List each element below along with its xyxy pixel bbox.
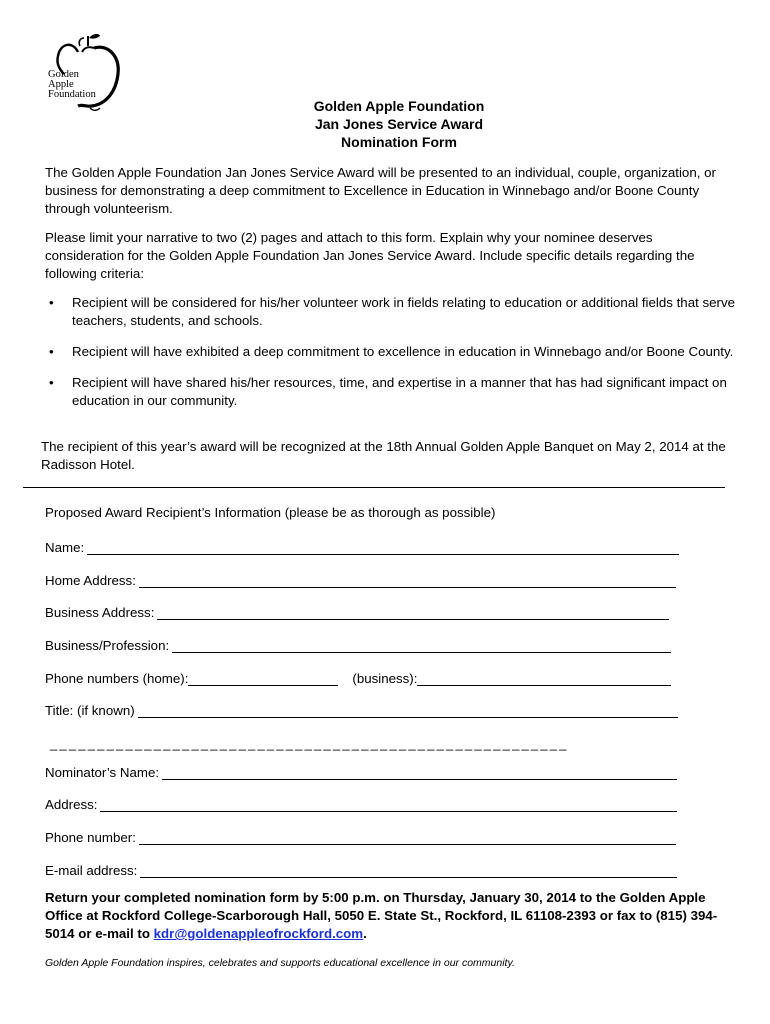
list-item — [45, 374, 735, 410]
phone-numbers-field[interactable] — [45, 668, 671, 686]
dashed-separator: _______________________________________________________ — [50, 736, 569, 751]
criteria-list — [45, 294, 735, 423]
return-text: Return your completed nomination form by 5:00 p.m. on Thursday, January 30, 2014 to the Golden Apple Office at Rockford College-Scarborough Hall, 5050 E. State St., Rockford, IL 61108-2393 or fax to (815) 394-5014 or e-mail to — [45, 890, 718, 941]
business-address-input-line[interactable] — [157, 605, 669, 620]
recognition-paragraph: The recipient of this year’s award will be recognized at the 18th Annual Golden Apple Banquet on May 2, 2014 at the Radisson Hotel. — [41, 439, 726, 472]
footer-tagline: Golden Apple Foundation inspires, celebrates and supports educational excellence in our community. — [45, 957, 515, 969]
phone-business-input-line[interactable] — [417, 671, 671, 686]
nominator-name-label: Nominator’s Name: — [45, 765, 160, 780]
email-link[interactable]: kdr@goldenappleofrockford.com — [153, 926, 364, 941]
section-divider — [23, 487, 725, 488]
business-address-label: Business Address: — [45, 605, 155, 620]
list-item — [45, 343, 735, 361]
title-label: Title: (if known) — [45, 703, 135, 718]
nominator-name-field[interactable] — [45, 762, 677, 780]
criteria-text: Recipient will have exhibited a deep commitment to excellence in education in Winnebago and/or Boone County. — [72, 344, 734, 359]
business-profession-label: Business/Profession: — [45, 638, 170, 653]
list-item — [45, 294, 735, 330]
phone-number-input-line[interactable] — [139, 830, 676, 845]
criteria-text: Recipient will have shared his/her resources, time, and expertise in a manner that has had significant impact on education in our community. — [72, 375, 727, 408]
title-line-1: Golden Apple Foundation — [313, 98, 485, 114]
phone-business-label: (business): — [352, 671, 418, 686]
phone-number-field[interactable] — [45, 827, 676, 845]
business-profession-input-line[interactable] — [172, 638, 671, 653]
title-line-3: Nomination Form — [341, 134, 457, 150]
return-instructions — [45, 889, 745, 943]
title-field[interactable] — [45, 700, 678, 718]
business-address-field[interactable] — [45, 602, 669, 620]
intro-paragraph: The Golden Apple Foundation Jan Jones Service Award will be presented to an individual, couple, organization, or business for demonstrating a deep commitment to Excellence in Education in Winnebago and/or Boone County through volunteerism. — [45, 165, 716, 216]
logo-text-foundation: Foundation — [48, 89, 96, 100]
home-address-label: Home Address: — [45, 573, 136, 588]
bullet-icon: • — [49, 375, 54, 390]
phone-home-input-line[interactable] — [188, 671, 338, 686]
email-field[interactable] — [45, 860, 677, 878]
email-label: E-mail address: — [45, 863, 138, 878]
email-input-line[interactable] — [140, 863, 677, 878]
address-field[interactable] — [45, 794, 677, 812]
recipient-info-heading: Proposed Award Recipient’s Information (please be as thorough as possible) — [45, 505, 496, 520]
phone-number-label: Phone number: — [45, 830, 136, 845]
name-label: Name: — [45, 540, 85, 555]
home-address-field[interactable] — [45, 570, 676, 588]
address-label: Address: — [45, 797, 98, 812]
address-input-line[interactable] — [100, 797, 677, 812]
logo-text-golden: Golden — [48, 69, 79, 80]
title-line-2: Jan Jones Service Award — [314, 116, 484, 132]
business-profession-field[interactable] — [45, 635, 671, 653]
bullet-icon: • — [49, 295, 54, 310]
title-input-line[interactable] — [138, 703, 678, 718]
nominator-name-input-line[interactable] — [162, 765, 677, 780]
name-input-line[interactable] — [87, 540, 679, 555]
name-field[interactable] — [45, 537, 679, 555]
phone-home-label: Phone numbers (home): — [45, 671, 189, 686]
bullet-icon: • — [49, 344, 54, 359]
form-title — [0, 97, 770, 151]
criteria-text: Recipient will be considered for his/her volunteer work in fields relating to education or additional fields that serve teachers, students, and schools. — [72, 295, 735, 328]
instructions-paragraph: Please limit your narrative to two (2) pages and attach to this form. Explain why your nominee deserves consideration for the Golden Apple Foundation Jan Jones Service Award. Include specific details regarding the following criteria: — [45, 230, 695, 281]
return-end: . — [363, 926, 367, 941]
logo-text-apple: Apple — [48, 79, 74, 90]
home-address-input-line[interactable] — [139, 573, 676, 588]
